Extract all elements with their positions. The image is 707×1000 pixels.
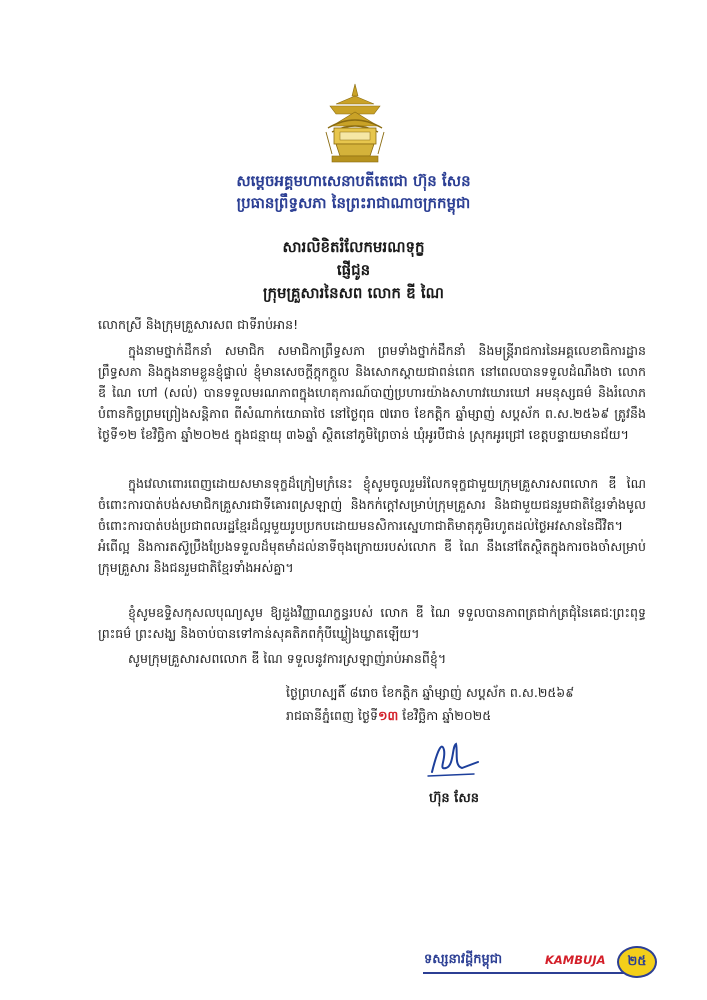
publication-name: ទស្សនាវដ្តីកម្ពុជា bbox=[424, 952, 503, 967]
footer-divider bbox=[423, 972, 629, 974]
letter-paragraph bbox=[98, 340, 646, 445]
place-date bbox=[286, 705, 646, 726]
date-day: ១៣ bbox=[377, 708, 399, 723]
letter-recipient: ក្រុមគ្រួសារនៃសព លោក ឌី ណៃ bbox=[263, 284, 444, 302]
paragraph-text: ក្នុងវេលាពោរពេញដោយសមានទុក្ខដ៏ក្រៀមក្រំនេះ ខ្ញុំសូមចូលរួមរំលែកទុក្ខជាមួយក្រុមគ្រួសារសពលោក ឌី ណៃ ចំពោះការបាត់បង់សមាជិកគ្រួសារជាទីគោរពស្រឡាញ់ និងកក់ក្តៅសម្រាប់ក្រុមគ្រួសារ និងជាមួយជនរួមជាតិខ្មែរទាំងមូល ចំពោះការបាត់បង់ប្រជាពលរដ្ឋខ្មែរដ៏ល្អមួយរូបប្រកបដោយមនសិការស្នេហាជាតិមាតុភូមិរហូតដល់ថ្ងៃអវសាននៃជីវិត។ អំពើល្អ និងការតស៊ូប្រឹងប្រែងទទួលដ៏មុតមាំដល់នាទីចុងក្រោយរបស់លោក ឌី ណៃ នឹងនៅតែស្ថិតក្នុងការចងចាំសម្រាប់ក្រុមគ្រួសារ និងជនរួមជាតិខ្មែរទាំងអស់គ្នា។ bbox=[98, 476, 646, 575]
signer-name: ហ៊ុន សែន bbox=[429, 791, 479, 806]
sender-title: សម្តេចអគ្គមហាសេនាបតីតេជោ ហ៊ុន សែន bbox=[236, 172, 471, 190]
place-date-suffix: ខែវិច្ឆិកា ឆ្នាំ២០២៥ bbox=[398, 708, 492, 723]
greeting: លោកស្រី និងក្រុមគ្រួសារសព ជាទីរាប់អាន! bbox=[98, 317, 299, 332]
brand-label: KAMBUJA bbox=[545, 953, 606, 967]
letter-paragraph bbox=[98, 602, 646, 644]
letter-paragraph bbox=[98, 648, 646, 669]
paragraph-text: ខ្ញុំសូមឧទ្ទិសកុសលបុណ្យសូម ឱ្យដួងវិញ្ញាណក្ខន្ធរបស់ លោក ឌី ណៃ ទទួលបានភាពត្រជាក់ត្រជុំនៃគេជៈព្រះពុទ្ធ ព្រះធម៌ ព្រះសង្ឃ និងចាប់បានទៅកាន់សុគតិភពកុំបីឃ្លៀងឃ្លាតឡើយ។ bbox=[98, 605, 646, 641]
paragraph-text: ក្នុងនាមថ្នាក់ដឹកនាំ សមាជិក សមាជិកាព្រឹទ្ធសភា ព្រមទាំងថ្នាក់ដឹកនាំ និងមន្ត្រីរាជការនៃអគ្គលេខាធិការដ្ឋានព្រឹទ្ធសភា និងក្នុងនាមខ្លួនខ្ញុំផ្ទាល់ ខ្ញុំមានសេចក្តីក្តុកក្តួល និងសោកស្តាយជាពន់ពេក នៅពេលបានទទួលដំណឹងថា លោក ឌី ណៃ ហៅ (សល់) បានទទួលមរណភាពក្នុងហេតុការណ៍បាញ់ប្រហារយ៉ាងសាហាវឃោរឃៅ អមនុស្សធម៌ និងរំលោភបំពានកិច្ចព្រមព្រៀងសន្តិភាព ពីសំណាក់យោធាថៃ នៅថ្ងៃពុធ ៧រោច ខែកត្តិក ឆ្នាំម្សាញ់ សប្តស័ក ព.ស.២៥៦៩ ត្រូវនឹងថ្ងៃទី១២ ខែវិច្ឆិកា ឆ្នាំ២០២៥ ក្នុងជន្មាយុ ៣៦ឆ្នាំ ស្ថិតនៅភូមិព្រៃចាន់ ឃុំអូរបីជាន់ ស្រុកអូរជ្រៅ ខេត្តបន្ទាយមានជ័យ។ bbox=[98, 343, 646, 442]
sender-position: ប្រធានព្រឹទ្ធសភា នៃព្រះរាជាណាចក្រកម្ពុជា bbox=[236, 194, 471, 212]
letter-subtitle: ផ្ញើជូន bbox=[336, 261, 371, 279]
lunar-date: ថ្ងៃព្រហស្បតិ៍ ៨រោច ខែកត្តិក ឆ្នាំម្សាញ់ សប្តស័ក ព.ស.២៥៦៩ bbox=[286, 685, 575, 700]
signature-icon bbox=[424, 738, 484, 780]
place-date-prefix: រាជធានីភ្នំពេញ ថ្ងៃទី bbox=[286, 708, 378, 723]
paragraph-text: សូមក្រុមគ្រួសារសពលោក ឌី ណៃ ទទួលនូវការស្រឡាញ់រាប់អានពីខ្ញុំ។ bbox=[128, 651, 447, 666]
senate-emblem-icon bbox=[322, 82, 388, 166]
letter-title: សារលិខិតរំលែកមរណទុក្ខ bbox=[282, 238, 425, 256]
page-number-badge: ២៥ bbox=[617, 946, 657, 978]
letter-paragraph bbox=[98, 473, 646, 578]
